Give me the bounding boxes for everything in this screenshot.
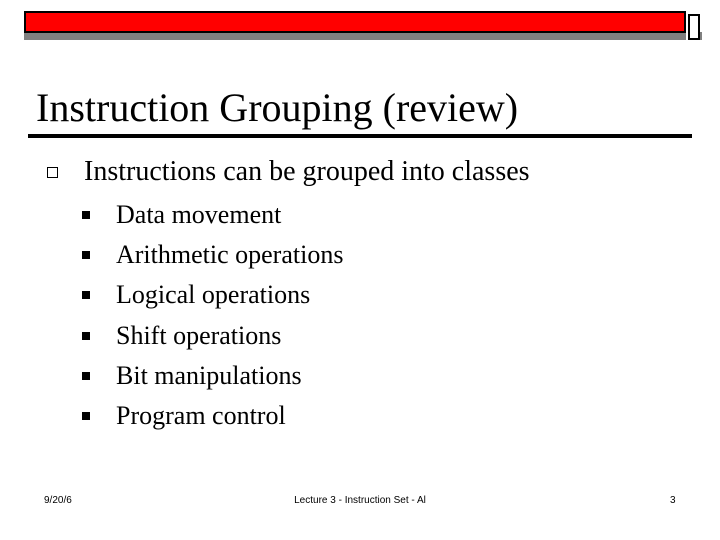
solid-square-bullet-icon <box>82 251 90 259</box>
main-bullet-text: Instructions can be grouped into classes <box>84 156 530 187</box>
sub-bullet-item <box>82 195 343 235</box>
sub-bullet-item <box>82 396 343 436</box>
sub-bullet-text: Program control <box>116 401 286 431</box>
solid-square-bullet-icon <box>82 332 90 340</box>
footer-page-number: 3 <box>670 495 676 506</box>
slide-title: Instruction Grouping (review) <box>36 85 519 130</box>
decoration-shadow-bar <box>24 32 686 40</box>
sub-bullet-item <box>82 235 343 275</box>
top-decoration <box>0 0 720 50</box>
solid-square-bullet-icon <box>82 211 90 219</box>
sub-bullet-item <box>82 356 343 396</box>
sub-bullet-text: Logical operations <box>116 280 311 310</box>
sub-bullet-item <box>82 316 343 356</box>
sub-bullet-text: Shift operations <box>116 320 282 350</box>
sub-bullet-item <box>82 275 343 315</box>
sub-bullet-list <box>82 195 343 436</box>
footer-lecture-title: Lecture 3 - Instruction Set - Al <box>294 495 426 506</box>
sub-bullet-text: Data movement <box>116 200 282 230</box>
hollow-square-bullet-icon <box>47 167 58 178</box>
decoration-red-bar <box>24 11 686 33</box>
footer-date: 9/20/6 <box>44 495 72 506</box>
sub-bullet-text: Arithmetic operations <box>116 240 344 270</box>
decoration-end-square <box>688 14 700 40</box>
solid-square-bullet-icon <box>82 412 90 420</box>
main-bullet <box>40 152 530 192</box>
sub-bullet-text: Bit manipulations <box>116 360 302 390</box>
solid-square-bullet-icon <box>82 291 90 299</box>
title-underline <box>28 134 692 138</box>
solid-square-bullet-icon <box>82 372 90 380</box>
